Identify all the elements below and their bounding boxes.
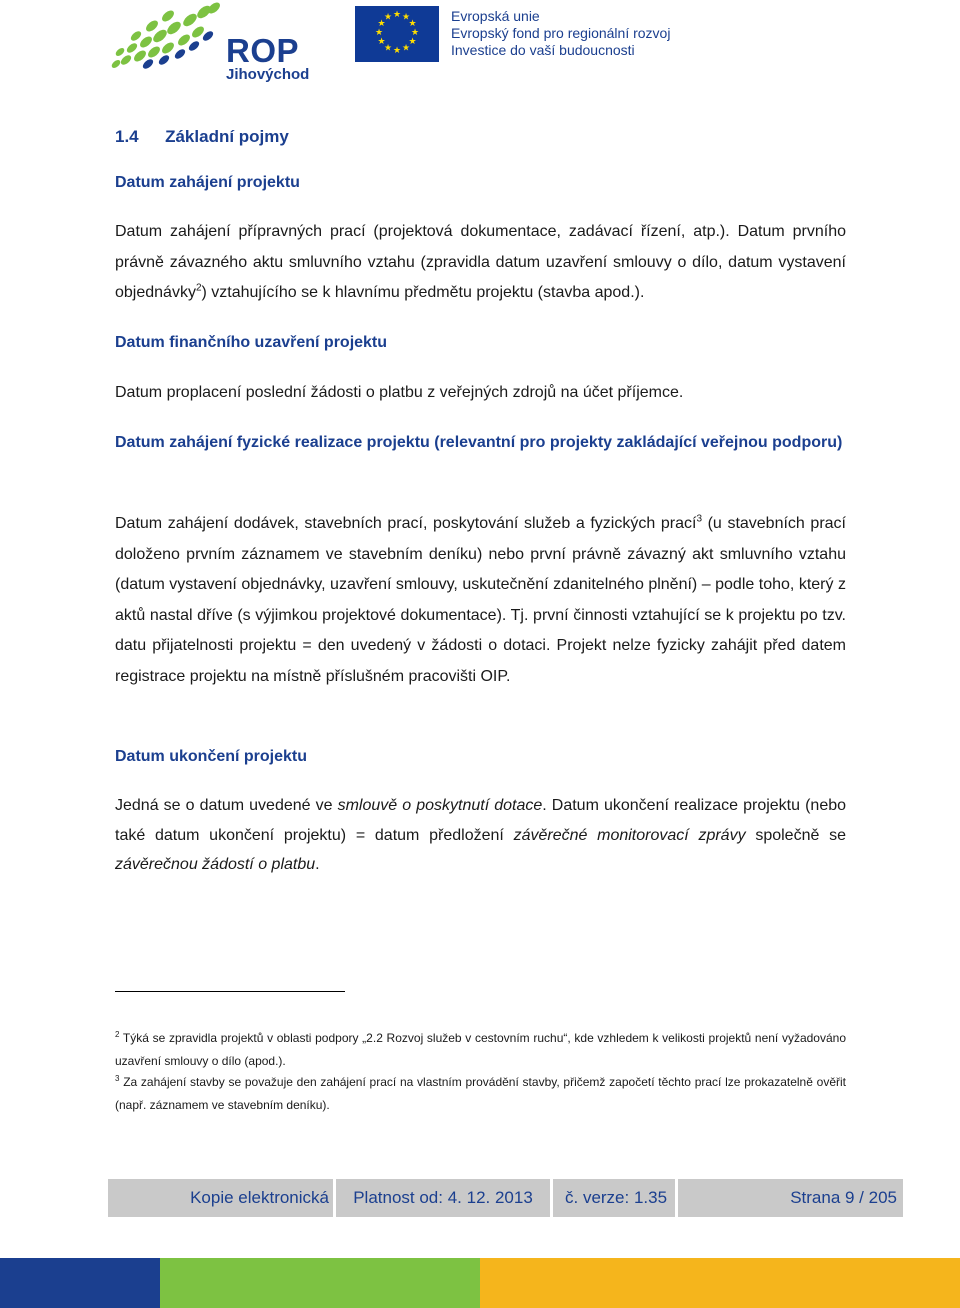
term-text-emphasis: smlouvě o poskytnutí dotace [337,797,543,814]
footnote-3 [115,1071,846,1116]
rop-logo-subtitle: Jihovýchod [226,66,310,83]
svg-text:★: ★ [408,37,417,47]
bottom-color-stripes [0,1258,960,1308]
svg-text:★: ★ [392,10,402,20]
eu-caption-line: Evropská unie [451,8,540,24]
footnote-text: Týká se zpravidla projektů v oblasti podpory „2.2 Rozvoj služeb v cestovním ruchu“, kde vzhledem k velikosti projektů není vyžadováno uzavření smlouvy o dílo (apod.). [115,1031,846,1068]
stripe-yellow [480,1258,960,1308]
svg-text:★: ★ [374,28,384,38]
term-heading-financial-close: Datum finančního uzavření projektu [115,334,388,351]
footnote-2 [115,1027,846,1072]
term-text-start-date [115,217,846,309]
footnote-text: Za zahájení stavby se považuje den zahájení prací na vlastním provádění stavby, přičemž započetí těchto prací lze prokazatelně ověřit (např. záznamem ve stavebním deníku). [115,1075,846,1112]
eu-caption-line: Investice do vaší budoucnosti [451,42,635,58]
footer-page-number: Strana 9 / 205 [678,1179,903,1217]
term-text-part: . Datum ukončení realizace projektu (nebo také datum ukončení projektu) = datum předložení [115,797,847,844]
term-heading-start-date: Datum zahájení projektu [115,174,300,191]
svg-text:★: ★ [383,43,393,54]
term-text-emphasis: závěrečnou žádostí o platbu [115,856,316,873]
section-title: Základní pojmy [165,127,289,146]
term-heading-physical-start: Datum zahájení fyzické realizace projektu (relevantní pro projekty zakládající veřejnou podporu) [115,434,843,451]
rop-logo [108,2,323,86]
term-text-physical-start [115,509,846,692]
term-text-financial-close: Datum proplacení poslední žádosti o platbu z veřejných zdrojů na účet příjemce. [115,384,684,401]
svg-text:★: ★ [408,19,417,29]
footer-validity: Platnost od: 4. 12. 2013 [336,1179,550,1217]
term-text-part: . [315,856,320,873]
section-heading [115,122,846,154]
term-text-part: Datum zahájení dodávek, stavebních prací, poskytování služeb a fyzických prací [115,515,697,532]
svg-text:★: ★ [383,12,393,23]
footer-copy-type: Kopie elektronická [108,1179,333,1217]
rop-leaf-mark-icon [108,2,226,82]
term-text-part: Jedná se o datum uvedené ve [115,797,338,814]
svg-text:★: ★ [401,12,411,23]
footnote-ref: 3 [696,513,702,525]
footnote-mark: 2 [115,1030,120,1039]
svg-text:★: ★ [401,43,411,54]
svg-text:★: ★ [377,37,386,47]
eu-flag-icon [355,6,439,62]
term-heading-end-date: Datum ukončení projektu [115,748,308,765]
section-number: 1.4 [115,127,139,146]
term-text-emphasis: závěrečné monitorovací zprávy [513,826,746,844]
term-text-part: (u stavebních prací doloženo prvním záznamem ve stavebním deníku) nebo první právně závazný akt smluvního vztahu (datum vystavení objednávky, uzavření smlouvy, uskutečnění zdanitelného plnění) – podle toho, který z aktů nastal dříve (s výjimkou projektové dokumentace). Tj. první činnosti vztahující se k projektu po tzv. datu přijatelnosti projektu = den uvedený v žádosti o dotaci. Projekt nelze fyzicky zahájit před datem registrace projektu na místně příslušném pracovišti OIP. [115,515,847,685]
term-text-part: společně se [745,826,847,844]
svg-text:★: ★ [410,28,420,38]
svg-text:★: ★ [392,46,402,56]
footnote-ref: 2 [195,282,202,294]
footer-bar [108,1179,906,1217]
footnote-mark: 3 [115,1074,120,1083]
footer-version: č. verze: 1.35 [553,1179,675,1217]
footnote-separator [115,991,345,992]
term-text-end-date [115,791,846,880]
term-text-part: ) vztahujícího se k hlavnímu předmětu projektu (stavba apod.). [201,284,645,301]
term-text-part: Datum zahájení přípravných prací (projektová dokumentace, zadávací řízení, atp.). Datum prvního právně závazného aktu smluvního vztahu (zpravidla datum uzavření smlouvy o dílo, datum vystavení objednávky [115,223,846,301]
rop-logo-text: ROP [226,32,300,69]
eu-caption-line: Evropský fond pro regionální rozvoj [451,25,671,41]
svg-text:★: ★ [377,19,386,29]
eu-caption [451,8,711,59]
stripe-green [160,1258,480,1308]
stripe-blue [0,1258,160,1308]
